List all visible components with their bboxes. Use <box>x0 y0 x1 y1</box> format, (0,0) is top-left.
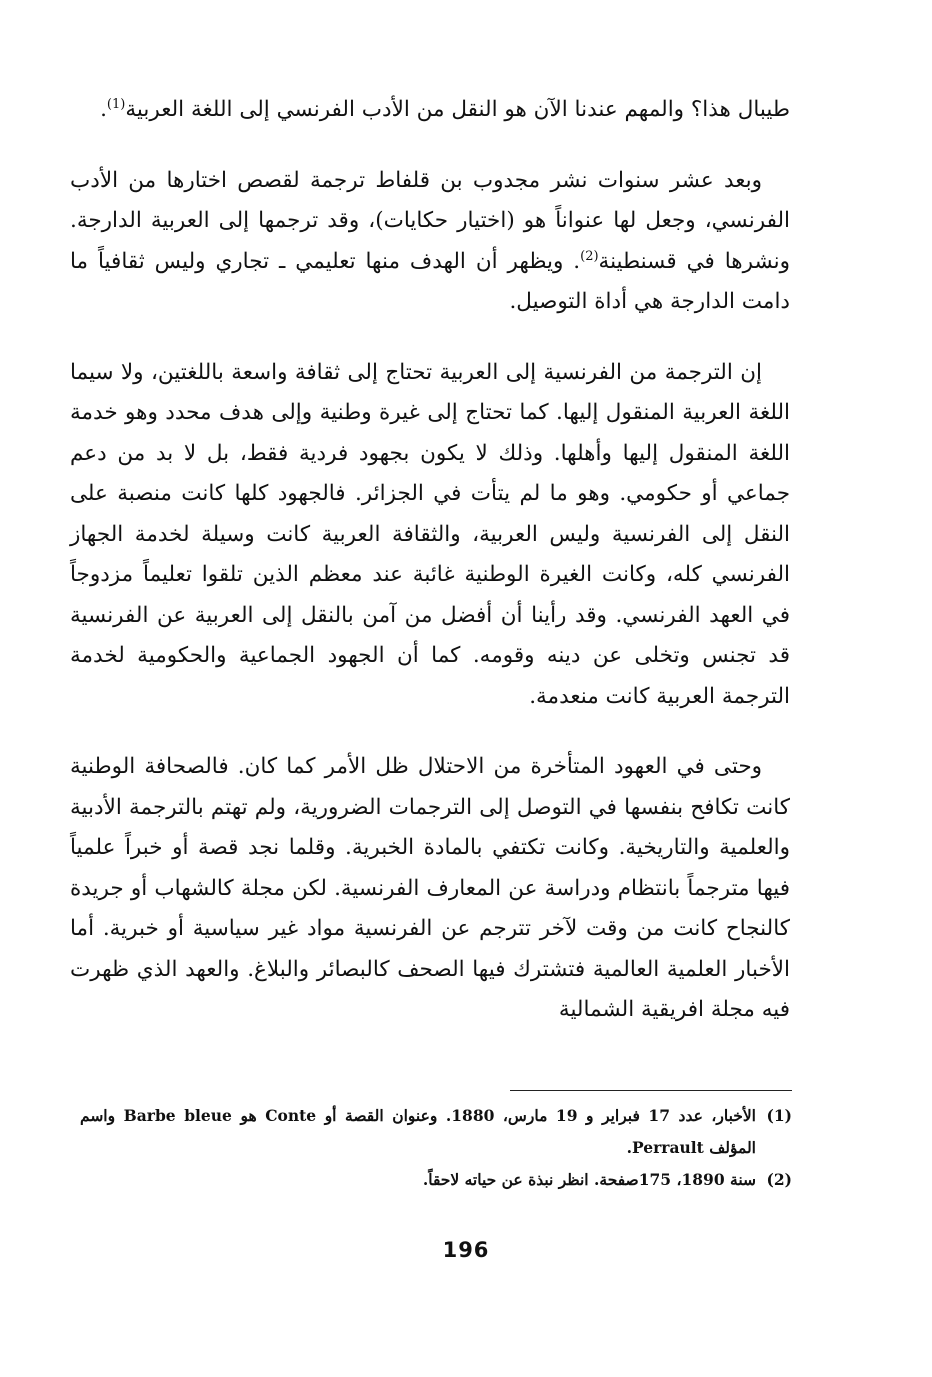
paragraph-1-text: طيبال هذا؟ والمهم عندنا الآن هو النقل من الأدب الفرنسي إلى اللغة العربية <box>125 97 790 122</box>
paragraph-2-text-before: وبعد عشر سنوات نشر مجدوب بن قلفاط ترجمة لقصص اختارها من الأدب الفرنسي، وجعل لها عنواناً هو (اختيار حكايات)، وقد ترجمها إلى العربية الدارجة. ونشرها في قسنطينة <box>70 167 791 274</box>
footnote-separator <box>510 1090 792 1091</box>
footnotes <box>80 1100 792 1196</box>
paragraph-4: وحتى في العهود المتأخرة من الاحتلال ظل الأمر كما كان. فالصحافة الوطنية كانت تكافح بنفسها في التوصل إلى الترجمات الضرورية، ولم تهتم بالترجمة الأدبية والعلمية والتاريخية. وكانت تكتفي بالمادة الخبرية. وقلما نجد قصة أو خبراً علمياً فيها مترجماً بانتظام ودراسة عن المعارف الفرنسية. لكن مجلة كالشهاب أو جريدة كالنجاح كانت من وقت لآخر تترجم عن الفرنسية مواد غير سياسية أو خبرية. أما الأخبار العلمية العالمية فتشترك فيها الصحف كالبصائر والبلاغ. والعهد الذي ظهرت فيه مجلة افريقية الشمالية <box>70 754 790 1022</box>
footnote-2 <box>80 1164 792 1196</box>
paragraph-2 <box>70 161 790 323</box>
paragraph-1-end: . <box>100 97 107 122</box>
footnote-ref-2: (2) <box>580 248 599 264</box>
footnote-1-number: (1) <box>766 1106 792 1125</box>
paragraph-3: إن الترجمة من الفرنسية إلى العربية تحتاج إلى ثقافة واسعة باللغتين، ولا سيما اللغة العربية المنقول إليها. كما تحتاج إلى غيرة وطنية وإلى هدف محدد وهو خدمة اللغة المنقول إليها وأهلها. وذلك لا يكون بجهود فردية فقط، بل لا بد من دعم جماعي أو حكومي. وهو ما لم يتأت في الجزائر. فالجهود كلها كانت منصبة على النقل إلى الفرنسية وليس العربية، والثقافة العربية كانت وسيلة لخدمة الجهاز الفرنسي كله، وكانت الغيرة الوطنية غائبة عند معظم الذين تلقوا تعليماً مزدوجاً في العهد الفرنسي. وقد رأينا أن أفضل من آمن بالنقل إلى العربية عن الفرنسية قد تجنس وتخلى عن دينه وقومه. كما أن الجهود الجماعية والحكومية لخدمة الترجمة العربية كانت منعدمة. <box>70 359 790 709</box>
page-number: 196 <box>442 1238 490 1262</box>
footnote-1 <box>80 1100 792 1164</box>
footnote-1-text: الأخبار، عدد 17 فبراير و 19 مارس، 1880. وعنوان القصة أو Conte هو Barbe bleue واسم المؤلف Perrault. <box>80 1106 756 1157</box>
paragraph-2-text-after: . ويظهر أن الهدف منها تعليمي ـ تجاري وليس ثقافياً ما دامت الدارجة هي أداة التوصيل. <box>70 248 790 314</box>
footnote-2-number: (2) <box>766 1170 792 1189</box>
footnote-ref-1: (1) <box>106 96 126 112</box>
footnote-2-text: سنة 1890، 175صفحة. انظر نبذة عن حياته لاحقاً. <box>422 1170 756 1189</box>
main-text <box>70 90 790 1031</box>
paragraph-1 <box>70 90 790 131</box>
